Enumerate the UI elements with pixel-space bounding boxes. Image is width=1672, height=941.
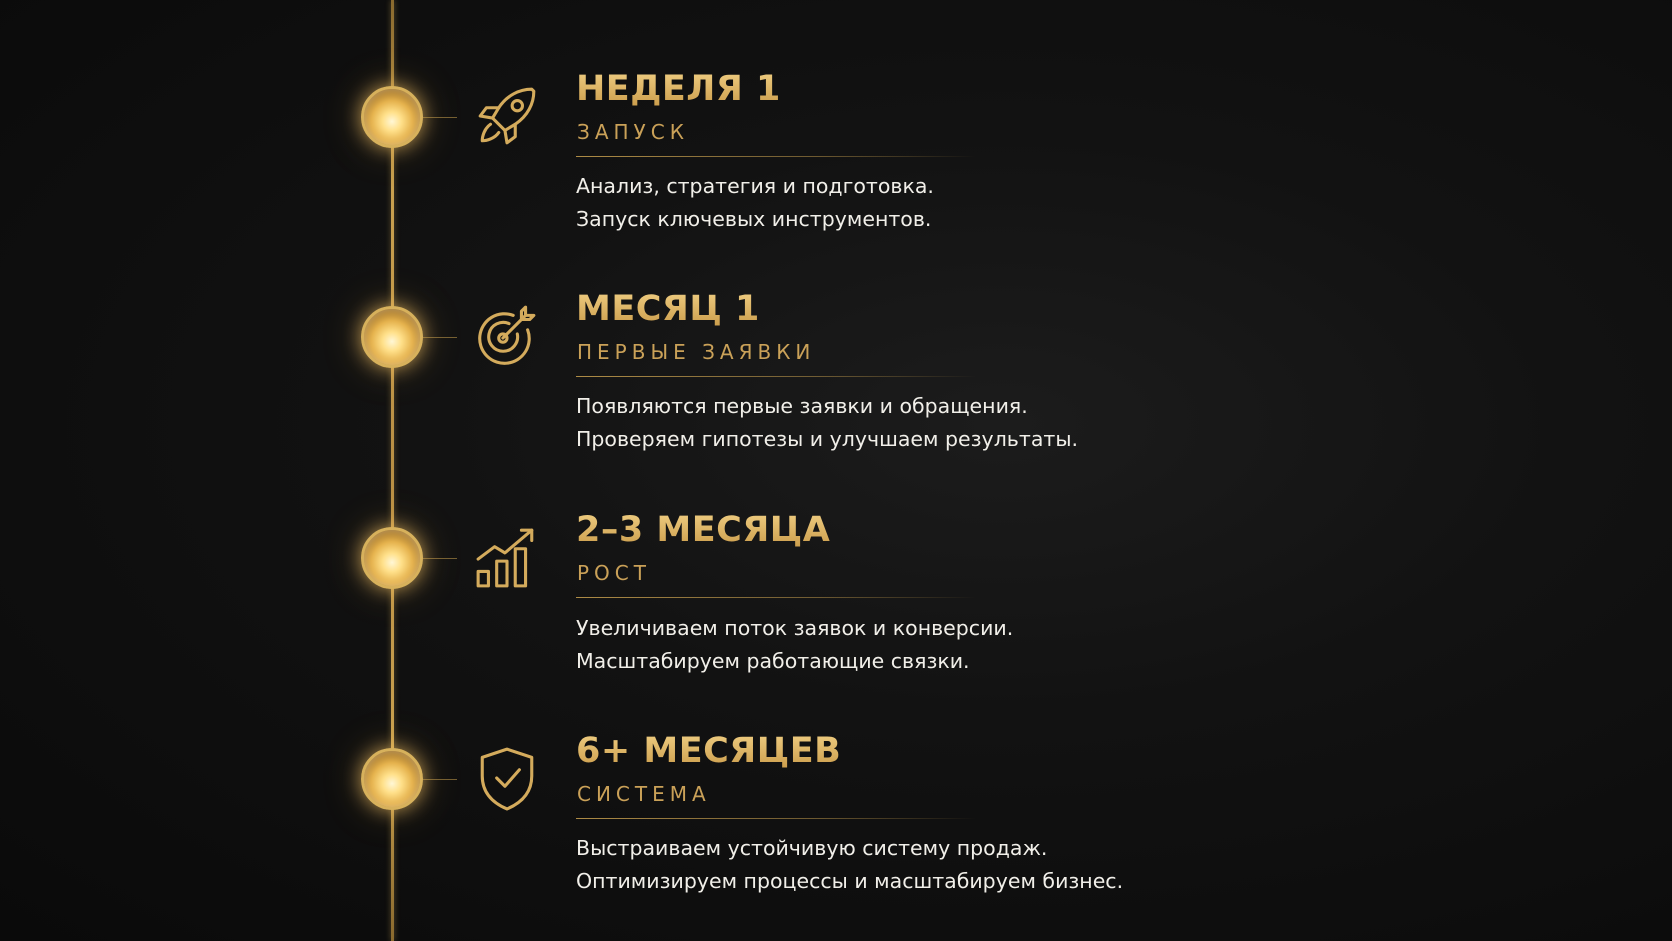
timeline-node <box>361 748 423 810</box>
stage-divider <box>576 818 976 819</box>
stage-subtitle: СИСТЕМА <box>577 782 711 806</box>
stage-subtitle: ПЕРВЫЕ ЗАЯВКИ <box>577 340 816 364</box>
description-line: Запуск ключевых инструментов. <box>576 207 932 231</box>
stage-divider <box>576 597 976 598</box>
target-icon <box>474 303 540 369</box>
stage-description <box>576 832 1123 898</box>
growth-chart-icon <box>474 524 540 590</box>
stage-subtitle: РОСТ <box>577 561 651 585</box>
description-line: Анализ, стратегия и подготовка. <box>576 174 934 198</box>
node-connector <box>423 337 457 338</box>
stage-subtitle: ЗАПУСК <box>577 120 689 144</box>
stage-title: МЕСЯЦ 1 <box>576 289 760 329</box>
description-line: Оптимизируем процессы и масштабируем бизнес. <box>576 869 1124 893</box>
timeline-node <box>361 527 423 589</box>
timeline-node <box>361 306 423 368</box>
stage-title: НЕДЕЛЯ 1 <box>576 69 781 109</box>
description-line: Увеличиваем поток заявок и конверсии. <box>576 616 1014 640</box>
description-line: Выстраиваем устойчивую систему продаж. <box>576 836 1048 860</box>
stage-divider <box>576 376 976 377</box>
shield-check-icon <box>474 745 540 811</box>
node-connector <box>423 558 457 559</box>
description-line: Масштабируем работающие связки. <box>576 649 970 673</box>
node-connector <box>423 779 457 780</box>
description-line: Появляются первые заявки и обращения. <box>576 394 1028 418</box>
description-line: Проверяем гипотезы и улучшаем результаты. <box>576 427 1079 451</box>
stage-description <box>576 612 1013 678</box>
stage-description <box>576 390 1078 456</box>
stage-title: 2–3 МЕСЯЦА <box>576 510 831 550</box>
stage-title: 6+ МЕСЯЦЕВ <box>576 731 842 771</box>
